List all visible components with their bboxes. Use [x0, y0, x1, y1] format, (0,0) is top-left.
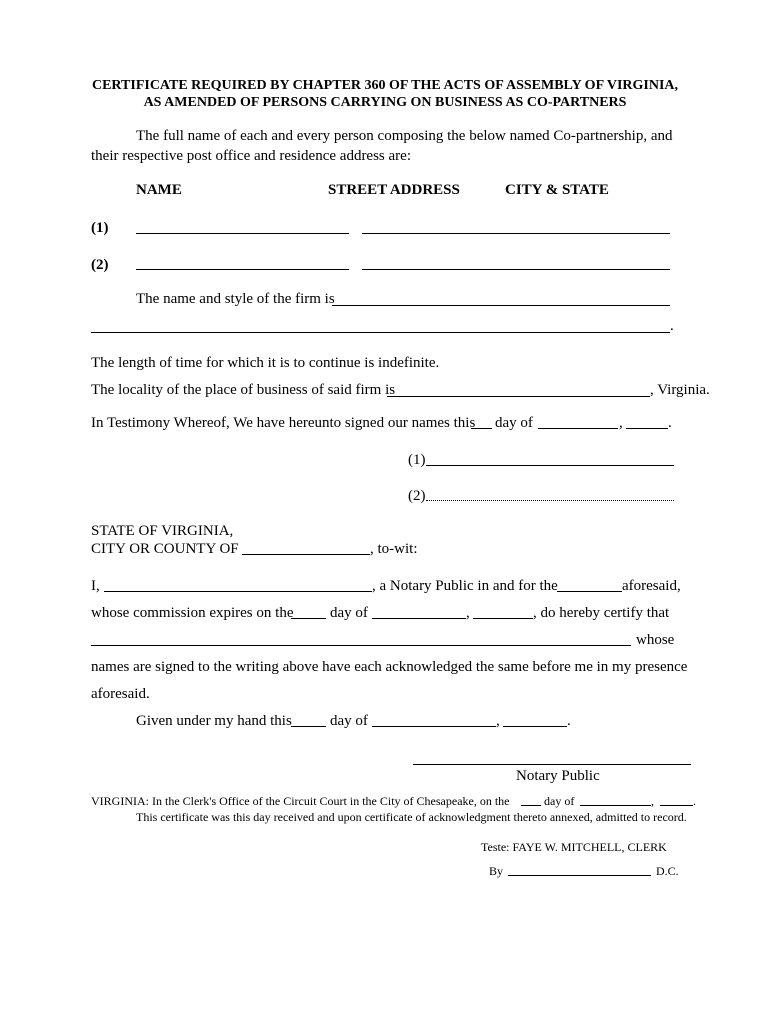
clerk-day-field[interactable] [521, 805, 541, 806]
locality-label: The locality of the place of business of said firm is [91, 382, 396, 398]
testimony-day-of: day of [495, 415, 533, 431]
given-day-of: day of [330, 713, 368, 729]
duration-statement: The length of time for which it is to continue is indefinite. [91, 355, 440, 371]
testimony-day-field[interactable] [471, 428, 492, 429]
given-year-field[interactable] [503, 726, 567, 727]
clerk-comma: , [651, 794, 654, 808]
acknowledging-persons-field[interactable] [91, 645, 631, 646]
given-day-field[interactable] [291, 726, 326, 727]
commission-comma: , [466, 605, 470, 621]
aforesaid-end: aforesaid. [91, 686, 150, 702]
whose-label: whose [636, 632, 675, 648]
testimony-comma: , [619, 415, 623, 431]
commission-day-of: day of [330, 605, 368, 621]
signature-1-label: (1) [408, 452, 426, 468]
document-title-line-2: AS AMENDED OF PERSONS CARRYING ON BUSINESS AS CO-PARTNERS [143, 95, 627, 110]
dc-label: D.C. [656, 864, 679, 878]
document-title-line-1: CERTIFICATE REQUIRED BY CHAPTER 360 OF THE ACTS OF ASSEMBLY OF VIRGINIA, [91, 78, 679, 93]
intro-line-1: The full name of each and every person composing the below named Co-partnership, and [136, 128, 673, 144]
clerk-period: . [693, 794, 696, 808]
notary-jurisdiction-field[interactable] [557, 591, 622, 592]
clerk-month-field[interactable] [580, 805, 651, 806]
city-or-county-label: CITY OR COUNTY OF [91, 541, 239, 557]
testimony-year-field[interactable] [626, 428, 668, 429]
signature-1-field[interactable] [426, 465, 674, 466]
commission-day-field[interactable] [291, 618, 326, 619]
signature-2-field[interactable] [426, 500, 674, 501]
clerk-admitted-statement: This certificate was this day received and upon certificate of acknowledgment thereto annexed, admitted to record. [136, 810, 687, 824]
notary-i: I, [91, 578, 100, 594]
row-1-number: (1) [91, 220, 109, 236]
notary-signature-field[interactable] [413, 764, 691, 765]
given-comma: , [496, 713, 500, 729]
given-month-field[interactable] [372, 726, 496, 727]
commission-month-field[interactable] [372, 618, 466, 619]
locality-suffix: , Virginia. [650, 382, 710, 398]
city-or-county-field[interactable] [242, 554, 370, 555]
locality-field[interactable] [387, 396, 650, 397]
partner-1-address-field[interactable] [362, 233, 670, 234]
clerk-year-field[interactable] [660, 805, 693, 806]
notary-public-label: Notary Public [516, 768, 600, 784]
notary-aforesaid: aforesaid, [622, 578, 681, 594]
to-wit: , to-wit: [370, 541, 418, 557]
clerk-day-of: day of [544, 794, 575, 808]
header-city-state: CITY & STATE [505, 182, 609, 198]
commission-year-field[interactable] [473, 618, 533, 619]
signature-2-label: (2) [408, 488, 426, 504]
header-street-address: STREET ADDRESS [328, 182, 460, 198]
partner-1-name-field[interactable] [136, 233, 349, 234]
testimony-text: In Testimony Whereof, We have hereunto signed our names this [91, 415, 476, 431]
partner-2-name-field[interactable] [136, 269, 349, 270]
given-under-hand-label: Given under my hand this [136, 713, 292, 729]
firm-name-label: The name and style of the firm is [136, 291, 335, 307]
testimony-month-field[interactable] [538, 428, 618, 429]
row-2-number: (2) [91, 257, 109, 273]
teste-clerk-name: Teste: FAYE W. MITCHELL, CLERK [481, 840, 667, 854]
firm-name-field-continued[interactable] [91, 332, 670, 333]
hereby-certify: , do hereby certify that [533, 605, 670, 621]
partner-2-address-field[interactable] [362, 269, 670, 270]
given-period: . [567, 713, 571, 729]
header-name: NAME [136, 182, 182, 198]
by-label: By [489, 864, 504, 878]
testimony-period: . [668, 415, 672, 431]
firm-name-field[interactable] [332, 305, 670, 306]
notary-public-in-and-for: , a Notary Public in and for the [372, 578, 558, 594]
clerk-office-statement: VIRGINIA: In the Clerk's Office of the Circuit Court in the City of Chesapeake, on the [91, 794, 510, 808]
intro-line-2: their respective post office and residence address are: [91, 148, 411, 164]
firm-name-period: . [670, 318, 674, 334]
acknowledgment-statement: names are signed to the writing above have each acknowledged the same before me in my presence [91, 659, 688, 675]
commission-expires-label: whose commission expires on the [91, 605, 294, 621]
notary-name-field[interactable] [104, 591, 372, 592]
state-of-virginia: STATE OF VIRGINIA, [91, 523, 234, 539]
deputy-clerk-signature-field[interactable] [508, 875, 651, 876]
